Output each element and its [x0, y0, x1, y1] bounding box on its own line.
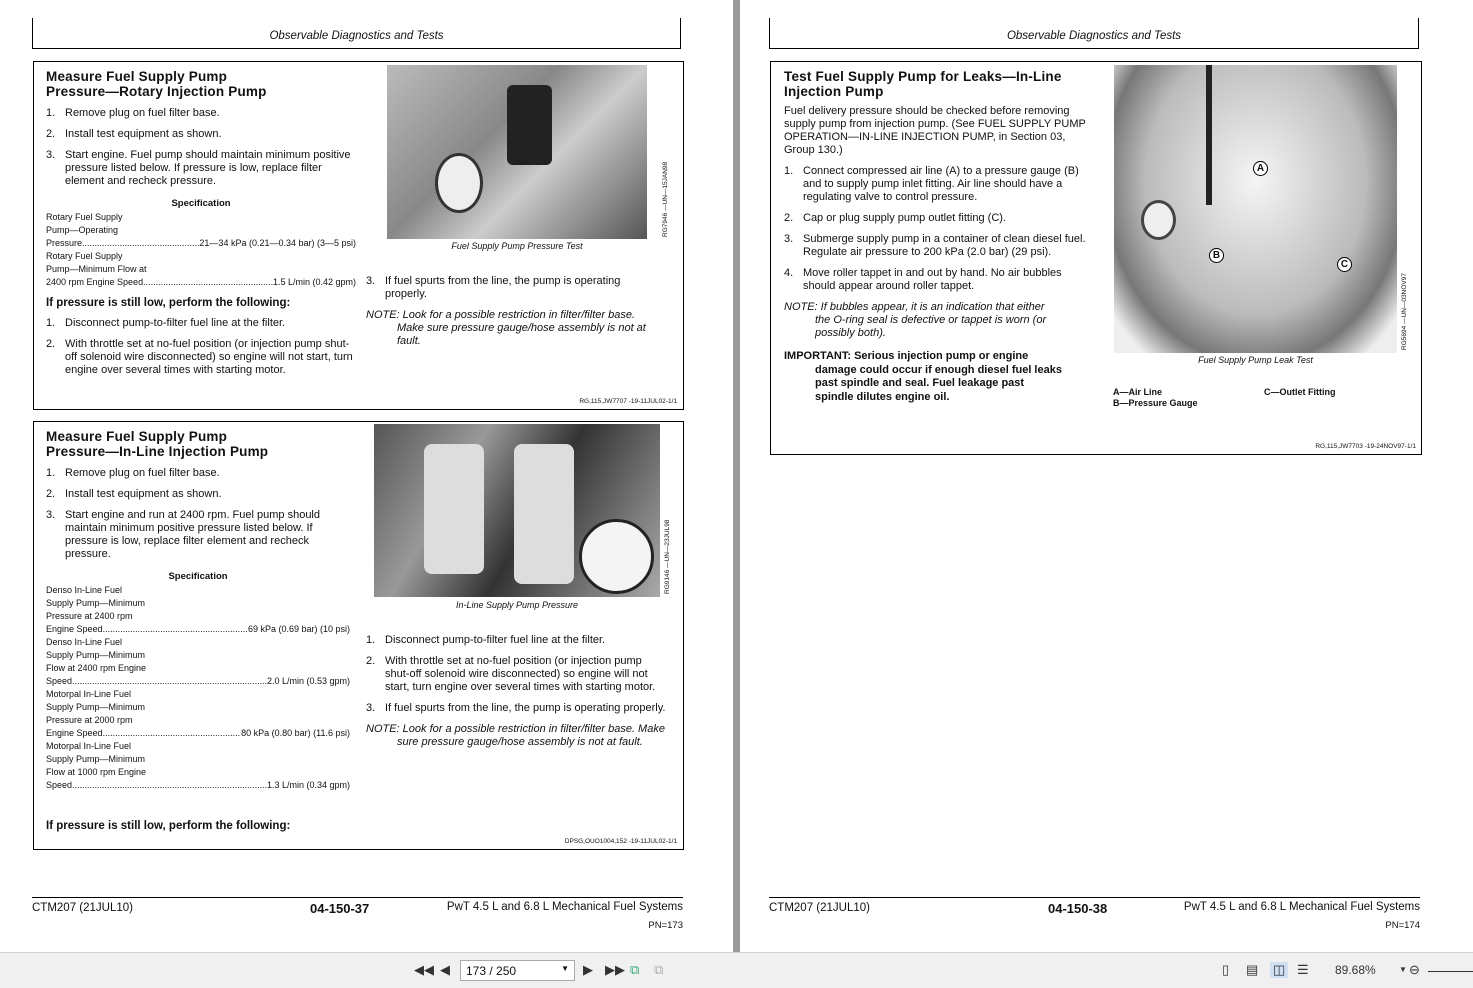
gauge-shape [1141, 200, 1176, 240]
step-number: 2. [46, 128, 56, 140]
page-header: Observable Diagnostics and Tests [32, 18, 681, 49]
step-number: 2. [46, 338, 56, 350]
spec-label: Supply Pump—Minimum [46, 650, 146, 660]
spec-table [46, 584, 350, 792]
spec-label: 2400 rpm Engine Speed ..... [46, 276, 273, 289]
manual-title: PwT 4.5 L and 6.8 L Mechanical Fuel Systems [446, 901, 683, 913]
zoom-out-icon[interactable]: ⊖ [1409, 962, 1420, 977]
subheading: If pressure is still low, perform the following: [46, 820, 291, 832]
step-number: 2. [366, 655, 376, 667]
doc-id: CTM207 (21JUL10) [769, 902, 870, 914]
first-page-icon[interactable]: ◀◀ [414, 962, 434, 977]
spec-value: 69 kPa (0.69 bar) (10 psi) [247, 624, 350, 634]
spec-label: Supply Pump—Minimum [46, 598, 146, 608]
spec-label: Pressure at 2000 rpm [46, 715, 133, 725]
page-number: 04-150-38 [1048, 901, 1108, 916]
air-line-shape [1206, 65, 1212, 205]
title-line: Test Fuel Supply Pump for Leaks—In-Line [784, 69, 1062, 84]
step-number: 3. [784, 233, 794, 245]
pn-number: PN=174 [1385, 920, 1420, 931]
viewer-toolbar [0, 952, 1473, 988]
list-item [46, 317, 356, 330]
step-text: With throttle set at no-fuel position (or injection pump shut-off solenoid wire disconnected) so engine will not start, turn engine over several times with starting motor. [385, 655, 656, 693]
left-column [46, 69, 356, 377]
subheading: If pressure is still low, perform the following: [46, 297, 291, 309]
step-text: If fuel spurts from the line, the pump is operating properly. [385, 702, 666, 714]
step-number: 3. [366, 702, 376, 714]
step-number: 1. [46, 107, 56, 119]
spec-value: 80 kPa (0.80 bar) (11.6 psi) [241, 728, 350, 738]
next-page-icon[interactable]: ▶ [583, 962, 593, 977]
steps-list [366, 634, 666, 715]
spec-row [46, 623, 350, 636]
title-line: Pressure—In-Line Injection Pump [46, 444, 269, 459]
page-footer [769, 897, 1420, 937]
step-text: If fuel spurts from the line, the pump is operating properly. [385, 275, 621, 300]
list-item [784, 267, 1094, 293]
step-text: Install test equipment as shown. [65, 128, 222, 140]
spec-label: Rotary Fuel Supply [46, 251, 123, 261]
list-item [366, 275, 656, 301]
legend-outlet-fitting: C—Outlet Fitting [1264, 387, 1336, 397]
spec-value: 1.5 L/min (0.42 gpm) [272, 277, 356, 287]
title-line: Injection Pump [784, 84, 884, 99]
legend-pressure-gauge: B—Pressure Gauge [1113, 398, 1198, 408]
two-page-continuous-icon[interactable]: ☰ [1297, 962, 1309, 977]
spec-label: Supply Pump—Minimum [46, 702, 146, 712]
filter-shape [514, 444, 574, 584]
step-number: 1. [784, 165, 794, 177]
step-text: Remove plug on fuel filter base. [65, 467, 220, 479]
step-number: 1. [46, 467, 56, 479]
step-number: 2. [46, 488, 56, 500]
single-page-view-icon[interactable]: ▯ [1222, 962, 1230, 977]
list-item [46, 107, 356, 120]
spec-label: Engine Speed ..... [46, 727, 241, 740]
doc-id: CTM207 (21JUL10) [32, 902, 133, 914]
filter-shape [507, 85, 552, 165]
photo-code: RG9146 —UN—23JUL98 [664, 519, 671, 594]
note: NOTE: If bubbles appear, it is an indication that either the O-ring seal is defective or tappet is worn (or possibly both). [784, 301, 1047, 339]
spec-label: Flow at 2400 rpm Engine [46, 663, 147, 673]
spec-label: Denso In-Line Fuel [46, 585, 123, 595]
step-number: 3. [46, 509, 56, 521]
spec-heading: Specification [171, 198, 231, 209]
spec-label: Speed ..... [46, 779, 267, 792]
page-field-value: 173 / 250 [466, 964, 517, 978]
zoom-level[interactable]: 89.68% [1335, 963, 1376, 977]
continuous-view-icon[interactable]: ▤ [1246, 962, 1259, 977]
next-view-icon[interactable]: ⧉ [654, 962, 664, 977]
left-page [0, 0, 733, 952]
step-text: With throttle set at no-fuel position (or injection pump shut-off solenoid wire disconnected) so engine will not start, turn engine over several times with starting motor. [65, 338, 353, 376]
steps-list [46, 467, 350, 561]
title-line: Measure Fuel Supply Pump [46, 429, 228, 444]
right-page [740, 0, 1473, 952]
step-text: Start engine. Fuel pump should maintain minimum positive pressure listed below. If pressure is low, replace filter element and recheck pressure. [65, 149, 351, 187]
spec-label: Pressure ..... [46, 237, 199, 250]
spec-label: Supply Pump—Minimum [46, 754, 146, 764]
step-text: Start engine and run at 2400 rpm. Fuel pump should maintain minimum positive pressure listed below. If pressure is low, replace filter element and recheck pressure. [65, 509, 320, 560]
list-item [46, 128, 356, 141]
spec-row [46, 727, 350, 740]
steps-list [784, 165, 1094, 293]
spec-value: 21—34 kPa (0.21—0.34 bar) (3—5 psi) [199, 238, 356, 248]
callout-b: B [1209, 248, 1224, 263]
inline-pump-photo [374, 424, 660, 597]
gauge-shape [579, 519, 654, 594]
step-text: Cap or plug supply pump outlet fitting (C). [803, 212, 1006, 224]
step-text: Move roller tappet in and out by hand. No air bubbles should appear around roller tappet. [803, 267, 1062, 292]
section-title [46, 69, 356, 99]
title-line: Pressure—Rotary Injection Pump [46, 84, 267, 99]
legend-air-line: A—Air Line [1113, 387, 1163, 397]
spec-label: Denso In-Line Fuel [46, 637, 123, 647]
leak-test-photo [1114, 65, 1397, 353]
steps-list [46, 317, 356, 377]
title-line: Measure Fuel Supply Pump [46, 69, 228, 84]
page-number: 04-150-37 [310, 901, 370, 916]
note: NOTE: Look for a possible restriction in filter/filter base. Make sure pressure gauge/hose assembly is not at fault. [366, 309, 646, 347]
step-number: 3. [46, 149, 56, 161]
step-number: 1. [366, 634, 376, 646]
list-item [366, 634, 666, 647]
section-rotary-pump [33, 61, 684, 410]
fuel-pump-photo [387, 65, 647, 239]
left-column [784, 69, 1094, 404]
step-text: Disconnect pump-to-filter fuel line at the filter. [385, 634, 606, 646]
page-header: Observable Diagnostics and Tests [769, 18, 1419, 49]
page-number-field[interactable] [460, 960, 575, 981]
zoom-slider[interactable] [1428, 971, 1473, 972]
spec-label: Rotary Fuel Supply [46, 212, 123, 222]
list-item [784, 233, 1094, 259]
spec-heading: Specification [168, 571, 228, 582]
steps-list [366, 275, 656, 301]
list-item [366, 655, 666, 694]
two-page-view-icon[interactable]: ◫ [1270, 962, 1288, 978]
reference-code: RG,115,JW7707 -19-11JUL02-1/1 [579, 398, 677, 405]
chevron-down-icon[interactable]: ▼ [561, 964, 569, 973]
spec-label: Flow at 1000 rpm Engine [46, 767, 147, 777]
section-leak-test [770, 61, 1422, 455]
step-text: Remove plug on fuel filter base. [65, 107, 220, 119]
right-column [366, 626, 666, 749]
spec-label: Pump—Minimum Flow at [46, 264, 147, 274]
list-item [46, 509, 350, 561]
callout-c: C [1337, 257, 1352, 272]
step-number: 1. [46, 317, 56, 329]
filter-shape [424, 444, 484, 574]
photo-caption: Fuel Supply Pump Leak Test [1198, 355, 1313, 365]
step-text: Install test equipment as shown. [65, 488, 222, 500]
steps-list [46, 107, 356, 188]
pn-number: PN=173 [648, 920, 683, 931]
spec-row [46, 237, 356, 250]
last-page-icon[interactable]: ▶▶ [605, 962, 625, 977]
spec-value: 2.0 L/min (0.53 gpm) [266, 676, 350, 686]
step-text: Disconnect pump-to-filter fuel line at the filter. [65, 317, 286, 329]
spec-label: Engine Speed ..... [46, 623, 248, 636]
spec-label: Pump—Operating [46, 225, 119, 235]
list-item [46, 149, 356, 188]
list-item [784, 212, 1094, 225]
step-text: Connect compressed air line (A) to a pressure gauge (B) and to supply pump inlet fitting. Air line should have a regulating valve to control pressure. [803, 165, 1079, 203]
spec-value: 1.3 L/min (0.34 gpm) [266, 780, 350, 790]
spec-label: Motorpal In-Line Fuel [46, 741, 132, 751]
list-item [784, 165, 1094, 204]
previous-view-icon[interactable]: ⧉ [630, 962, 640, 977]
list-item [46, 488, 350, 501]
reference-code: RG,115,JW7703 -19-24NOV97-1/1 [1315, 443, 1416, 450]
intro-paragraph: Fuel delivery pressure should be checked before removing supply pump from injection pump. (See FUEL SUPPLY PUMP OPERATION—IN-LINE INJECTION PUMP, in Section 03, Group 130.) [784, 105, 1086, 156]
note: NOTE: Look for a possible restriction in filter/filter base. Make sure pressure gauge/hose assembly is not at fault. [366, 723, 665, 748]
list-item [46, 467, 350, 480]
spec-table [46, 211, 356, 289]
right-column [366, 267, 656, 348]
photo-caption: Fuel Supply Pump Pressure Test [451, 241, 583, 251]
photo-caption: In-Line Supply Pump Pressure [455, 600, 579, 610]
step-number: 2. [784, 212, 794, 224]
gauge-shape [435, 153, 483, 213]
photo-code: RG5694 —UN—03NOV97 [1401, 273, 1408, 350]
list-item [46, 338, 356, 377]
list-item [366, 702, 666, 715]
reference-code: DPSG,OUO1004,152 -19-11JUL02-1/1 [564, 838, 677, 845]
spec-label: Motorpal In-Line Fuel [46, 689, 132, 699]
step-number: 3. [366, 275, 376, 287]
section-title [784, 69, 1094, 99]
spec-row [46, 276, 356, 289]
spec-label: Speed ..... [46, 675, 267, 688]
spec-label: Pressure at 2400 rpm [46, 611, 133, 621]
zoom-dropdown-icon[interactable]: ▼ [1399, 965, 1407, 974]
step-number: 4. [784, 267, 794, 279]
spec-row [46, 675, 350, 688]
section-inline-pump [33, 421, 684, 850]
important-warning: IMPORTANT: Serious injection pump or engine damage could occur if enough diesel fuel leaks past spindle and seal. Fuel leakage past spindle dilutes engine oil. [784, 350, 1062, 403]
page-footer [32, 897, 683, 937]
previous-page-icon[interactable]: ◀ [440, 962, 450, 977]
step-text: Submerge supply pump in a container of clean diesel fuel. Regulate air pressure to 200 kPa (2.0 bar) (29 psi). [803, 233, 1086, 258]
manual-title: PwT 4.5 L and 6.8 L Mechanical Fuel Systems [1183, 901, 1420, 913]
spec-row [46, 779, 350, 792]
photo-code: RG7946 —UN—15JAN98 [662, 161, 669, 237]
left-column [46, 429, 350, 832]
callout-a: A [1253, 161, 1268, 176]
section-title [46, 429, 350, 459]
